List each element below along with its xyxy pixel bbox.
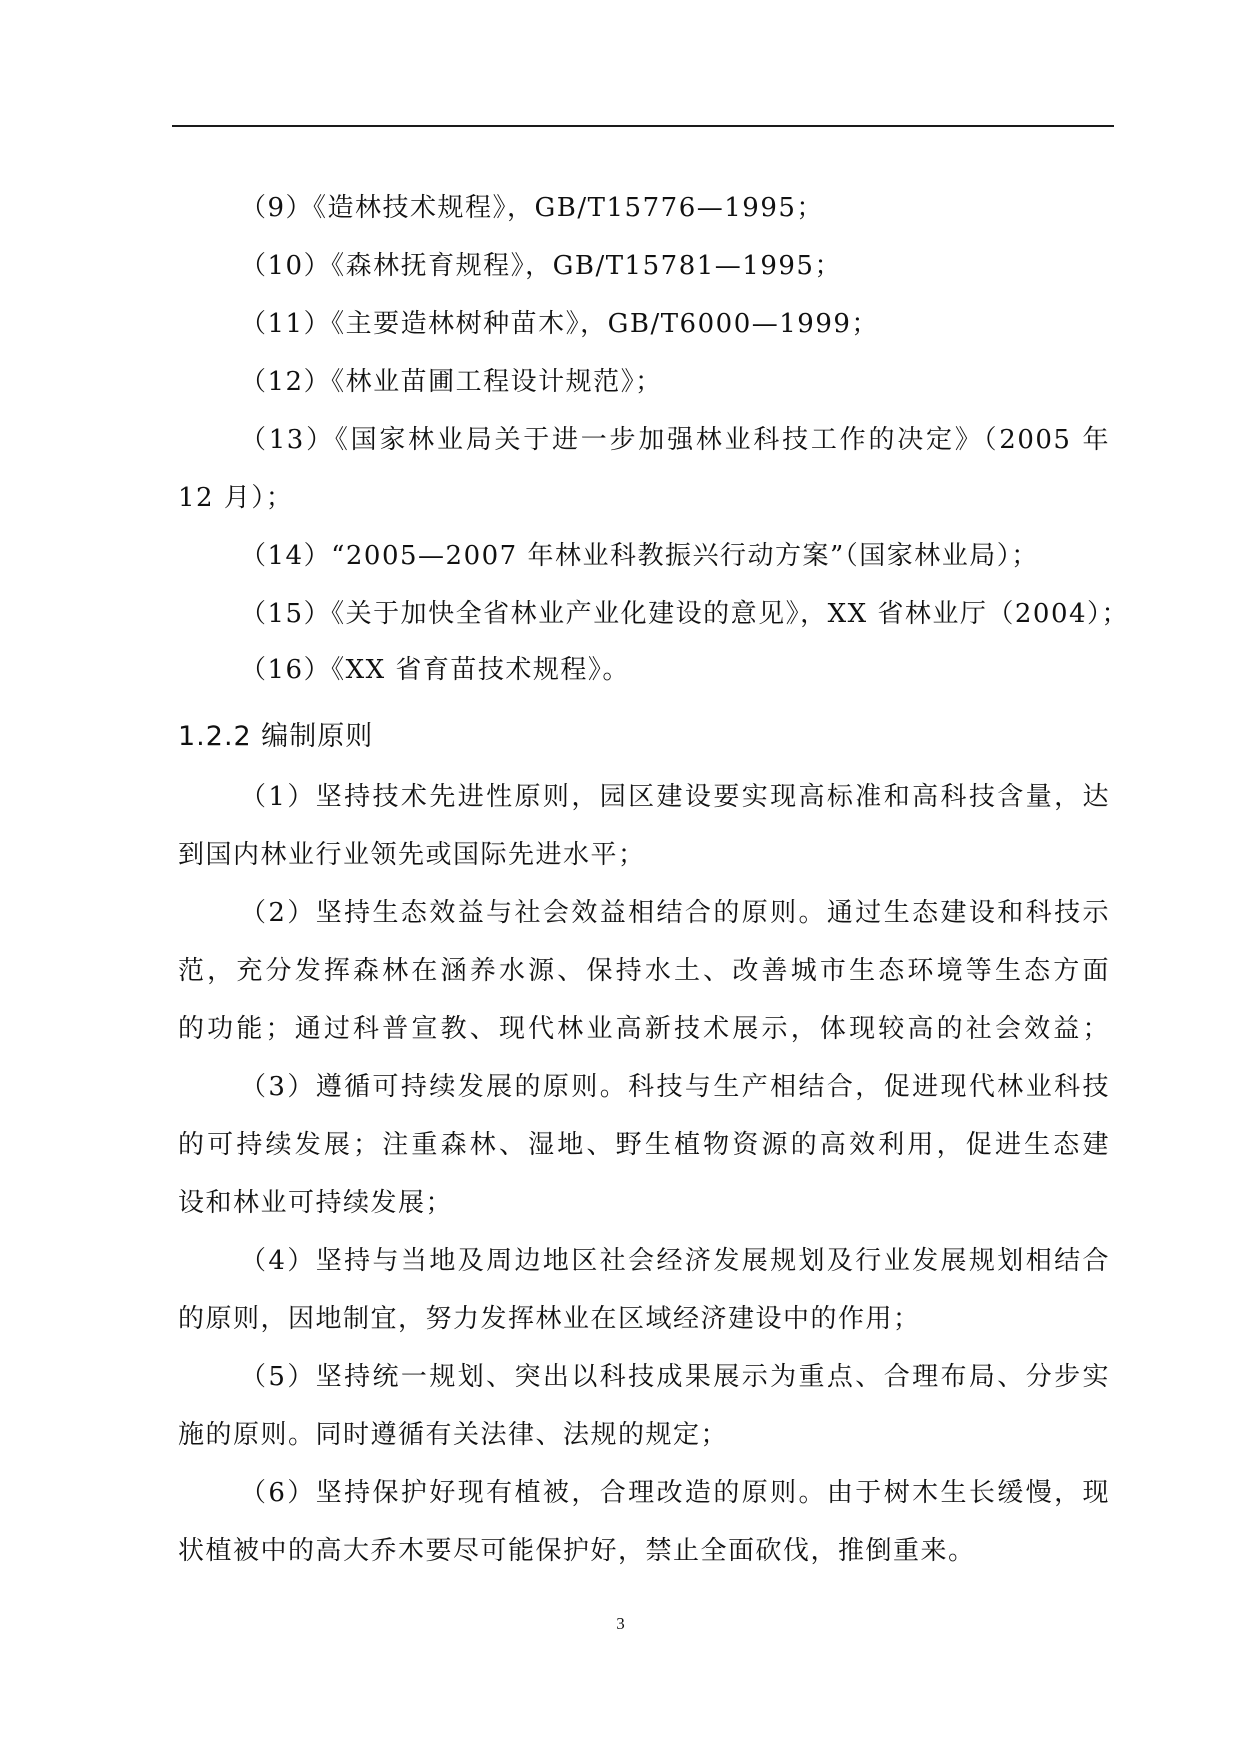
reference-item: （9）《造林技术规程》，GB/T15776—1995； <box>240 193 824 223</box>
page-number: 3 <box>616 1614 625 1633</box>
paragraph-line: 的功能；通过科普宣教、现代林业高新技术展示，体现较高的社会效益； <box>178 1014 1110 1044</box>
paragraph-line: （4）坚持与当地及周边地区社会经济发展规划及行业发展规划相结合 <box>240 1246 1110 1276</box>
reference-item: （10）《森林抚育规程》，GB/T15781—1995； <box>240 251 842 281</box>
reference-item-continued: 12 月）； <box>178 483 294 513</box>
reference-item: （12）《林业苗圃工程设计规范》； <box>240 367 663 397</box>
paragraph-line: （3）遵循可持续发展的原则。科技与生产相结合，促进现代林业科技 <box>240 1072 1110 1102</box>
reference-item: （14）“2005—2007 年林业科教振兴行动方案”（国家林业局）； <box>240 541 1039 571</box>
paragraph-line: 状植被中的高大乔木要尽可能保护好，禁止全面砍伐，推倒重来。 <box>178 1536 976 1566</box>
paragraph-line: 的原则，因地制宜，努力发挥林业在区域经济建设中的作用； <box>178 1304 921 1334</box>
paragraph-line: 施的原则。同时遵循有关法律、法规的规定； <box>178 1420 729 1450</box>
paragraph-line: （1）坚持技术先进性原则，园区建设要实现高标准和高科技含量，达 <box>240 782 1110 812</box>
paragraph-line: （2）坚持生态效益与社会效益相结合的原则。通过生态建设和科技示 <box>240 898 1110 928</box>
reference-item: （11）《主要造林树种苗木》，GB/T6000—1999； <box>240 309 879 339</box>
reference-item: （13）《国家林业局关于进一步加强林业科技工作的决定》（2005 年 <box>240 425 1110 455</box>
section-heading: 1.2.2 编制原则 <box>178 721 374 752</box>
paragraph-line: （5）坚持统一规划、突出以科技成果展示为重点、合理布局、分步实 <box>240 1362 1110 1392</box>
paragraph-line: 设和林业可持续发展； <box>178 1188 454 1218</box>
reference-item: （16）《XX 省育苗技术规程》。 <box>240 655 630 685</box>
paragraph-line: 到国内林业行业领先或国际先进水平； <box>178 840 646 870</box>
header-rule <box>172 125 1114 127</box>
reference-item: （15）《关于加快全省林业产业化建设的意见》，XX 省林业厅（2004）； <box>240 599 1130 629</box>
paragraph-line: （6）坚持保护好现有植被，合理改造的原则。由于树木生长缓慢，现 <box>240 1478 1110 1508</box>
paragraph-line: 范，充分发挥森林在涵养水源、保持水土、改善城市生态环境等生态方面 <box>178 956 1110 986</box>
paragraph-line: 的可持续发展；注重森林、湿地、野生植物资源的高效利用，促进生态建 <box>178 1130 1110 1160</box>
